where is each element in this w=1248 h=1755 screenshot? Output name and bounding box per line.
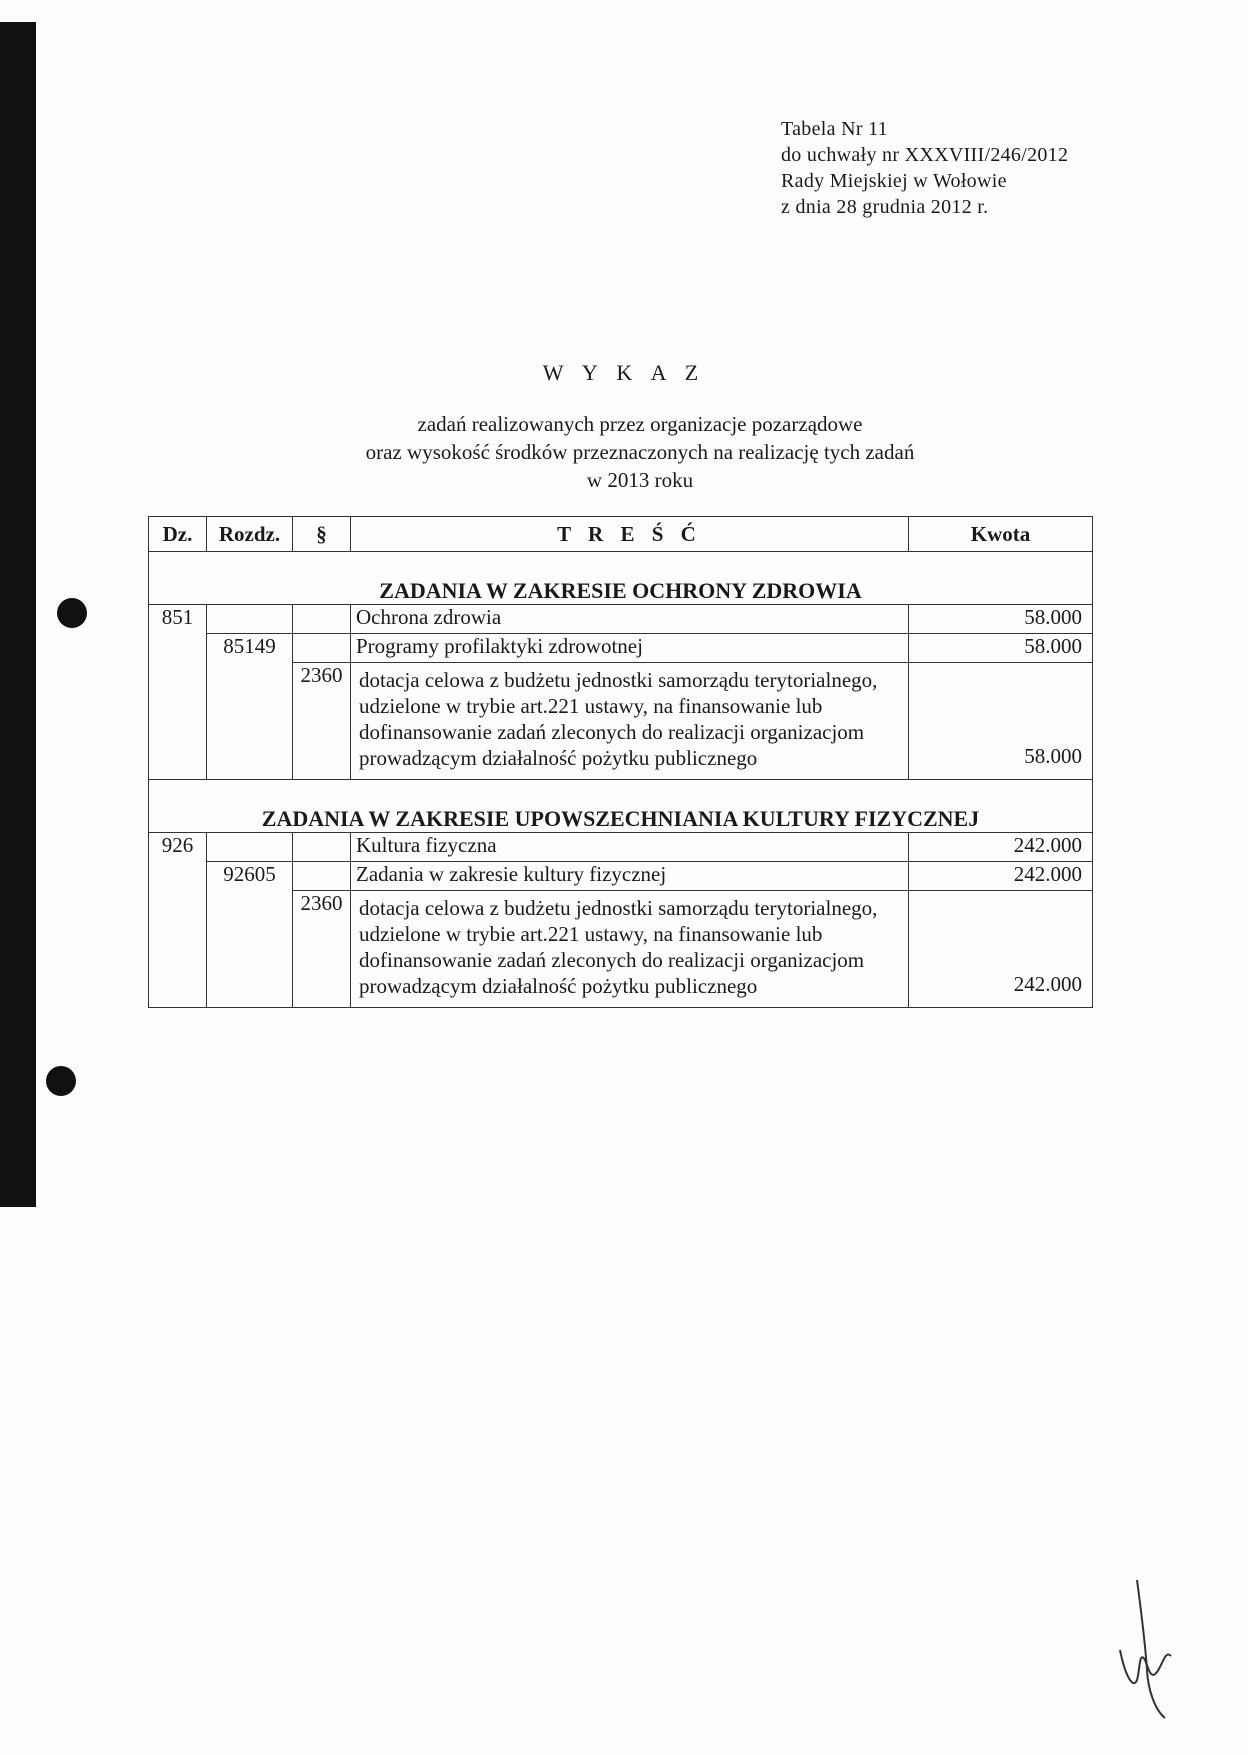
section-heading-row xyxy=(149,780,1093,833)
subtitle-line: zadań realizowanych przez organizacje pozarządowe xyxy=(417,412,863,436)
dz-code: 851 xyxy=(149,605,207,780)
empty-cell xyxy=(293,833,351,862)
document-subtitle xyxy=(300,410,980,494)
paragraph-description: dotacja celowa z budżetu jednostki samorządu terytorialnego, udzielone w trybie art.221 ustawy, na finansowanie lub dofinansowanie zadań zleconych do realizacji organizacjom prowadzącym działalność pożytku publicznego xyxy=(351,891,909,1008)
dz-name: Kultura fizyczna xyxy=(351,833,909,862)
section-heading: ZADANIA W ZAKRESIE OCHRONY ZDROWIA xyxy=(149,552,1093,605)
empty-cell xyxy=(293,634,351,663)
document-title: W Y K A Z xyxy=(542,360,706,385)
dz-code: 926 xyxy=(149,833,207,1008)
header-note-line: z dnia 28 grudnia 2012 r. xyxy=(781,196,989,218)
rozdz-amount: 58.000 xyxy=(909,634,1093,663)
rozdz-amount: 242.000 xyxy=(909,862,1093,891)
paragraph-code: 2360 xyxy=(293,891,351,1008)
header-paragraph: § xyxy=(293,517,351,552)
punch-hole-bottom xyxy=(46,1066,76,1096)
paragraph-description: dotacja celowa z budżetu jednostki samorządu terytorialnego, udzielone w trybie art.221 ustawy, na finansowanie lub dofinansowanie zadań zleconych do realizacji organizacjom prowadzącym działalność pożytku publicznego xyxy=(351,663,909,780)
table-row xyxy=(149,634,1093,663)
punch-hole-top xyxy=(57,598,87,628)
empty-cell xyxy=(293,605,351,634)
header-dz: Dz. xyxy=(149,517,207,552)
tasks-table xyxy=(148,516,1093,1008)
table-row xyxy=(149,605,1093,634)
empty-cell xyxy=(207,833,293,862)
table-row xyxy=(149,833,1093,862)
header-note-line: do uchwały nr XXXVIII/246/2012 xyxy=(781,144,1069,166)
dz-amount: 242.000 xyxy=(909,833,1093,862)
subtitle-line: w 2013 roku xyxy=(586,468,694,492)
header-kwota: Kwota xyxy=(909,517,1093,552)
scan-edge-bar xyxy=(0,22,36,1207)
header-note-line: Rady Miejskiej w Wołowie xyxy=(781,170,1007,192)
subtitle-line: oraz wysokość środków przeznaczonych na realizację tych zadań xyxy=(365,440,915,464)
table-row xyxy=(149,862,1093,891)
paragraph-amount: 58.000 xyxy=(909,663,1093,780)
paragraph-amount: 242.000 xyxy=(909,891,1093,1008)
dz-name: Ochrona zdrowia xyxy=(351,605,909,634)
header-note xyxy=(781,116,1068,220)
paragraph-code: 2360 xyxy=(293,663,351,780)
rozdz-name: Zadania w zakresie kultury fizycznej xyxy=(351,862,909,891)
empty-cell xyxy=(293,862,351,891)
rozdz-name: Programy profilaktyki zdrowotnej xyxy=(351,634,909,663)
rozdz-code: 85149 xyxy=(207,634,293,780)
header-tresc: T R E Ś Ć xyxy=(351,517,909,552)
dz-amount: 58.000 xyxy=(909,605,1093,634)
section-heading-row xyxy=(149,552,1093,605)
rozdz-code: 92605 xyxy=(207,862,293,1008)
table-header-row xyxy=(149,517,1093,552)
header-note-line: Tabela Nr 11 xyxy=(781,118,888,140)
empty-cell xyxy=(207,605,293,634)
header-rozdz: Rozdz. xyxy=(207,517,293,552)
handwritten-signature xyxy=(1115,1580,1185,1720)
section-heading: ZADANIA W ZAKRESIE UPOWSZECHNIANIA KULTURY FIZYCZNEJ xyxy=(149,780,1093,833)
